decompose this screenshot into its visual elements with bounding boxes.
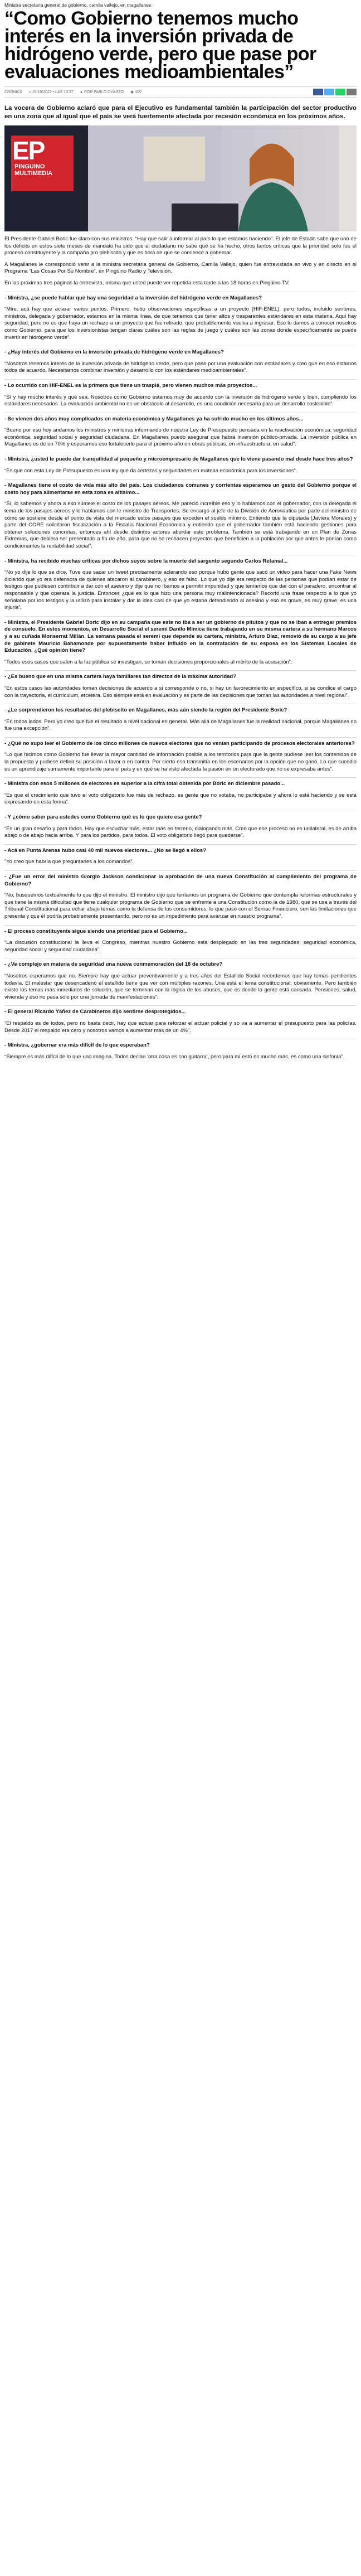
body-paragraph: “Nosotros tenemos interés de la inversión privada de hidrógeno verde, pero que pase por una evaluación con estándares y creo que en eso estamos todos de acuerdo. Necesitamos combinar inversión y desarrollo con los estándares medioambientales”.	[4, 360, 357, 374]
article-date: ▪ 19/10/2022 • LAS 13:37	[29, 90, 74, 94]
interview-question: - Ministra, el Presidente Gabriel Boric dijo en su campaña que este no iba a ser un gobierno de pitutos y que no se iban a entregar premios de consuelo. En estos momentos, en Desarrollo Social el seremi Danilo Mimica tiene trabajando en su misma cartera a su hermano Marcos y a su cuñada Monserrat Millán. La semana pasada el seremi que depende su cartera, ministra, Arturo Díaz, removió de su cargo a su jefe de gabinete Mauricio Bahamonde por supuestamente haber influido en la contratación de su esposa en los Sistemas Locales de Educación. ¿Qué opinión tiene?	[4, 616, 357, 655]
pinguino-multimedia-logo: EP PINGUINO MULTIMEDIA	[12, 136, 53, 177]
share-buttons	[313, 89, 357, 95]
body-paragraph: “Todos esos casos que salen a la luz pública se investigan, se toman decisiones proporcionales al mérito de la acusación”.	[4, 658, 292, 665]
calendar-icon: ▪	[29, 90, 31, 94]
interview-question: - Ministra, ¿gobernar era más difícil de lo que esperaban?	[4, 1039, 357, 1049]
article-lead: La vocera de Gobierno aclaró que para el Ejecutivo es fundamental también la participación del sector productivo en una zona que al igual que el país se verá fuertemente afectada por recesión económica en los próximos años.	[4, 105, 357, 120]
interview-question: - Y ¿cómo saber para ustedes como Gobierno qué es lo que quiere esa gente?	[4, 811, 357, 821]
body-paragraph: “Lo que hicimos como Gobierno fue llevar la mayor cantidad de información posible a los territorios para que la gente pudiese leer los contenidos de la propuesta y pudiese definir su posición a favor o en contra. Por cierto eso transmitía en los escenarios por la opción que no ganó. Lo que sucedió es un aprendizaje sumamente importante para el país y en qué se ha visto afectada la pasión en un electorado que no se expresaba antes”.	[4, 752, 357, 772]
user-icon: ●	[80, 90, 83, 94]
interview-question: - ¿Ve complejo en materia de seguridad una nueva conmemoración del 18 de octubre?	[4, 958, 357, 969]
interview-question: - Ministra, ¿usted le puede dar tranquilidad al pequeño y microempresario de Magallanes que lo viene pasando mal desde hace tres años?	[4, 453, 357, 463]
interview-question: - El general Ricardo Yáñez de Carabineros dijo sentirse desprotegidos...	[4, 1005, 357, 1016]
interview-question: - Ministra con esos 5 millones de electores es superior a la cifra total obtenida por Boric en diciembre pasado...	[4, 777, 357, 788]
email-share-button[interactable]	[347, 89, 357, 95]
whatsapp-share-button[interactable]	[335, 89, 345, 95]
body-paragraph: “Es un gran desafío y para todos. Hay que escuchar más, estar más en terreno, dialogando más. Creo que ese proceso no es unilateral, es de arriba abajo o de abajo hacia arriba. Y para los partidos, para todos. El voto obligatorio llegó para quedarse”.	[4, 825, 357, 839]
eye-icon: ◉	[130, 90, 134, 94]
body-paragraph: “El respaldo es de todos, pero no basta decir, hay que actuar para reforzar el actuar policial y so va a aumentar el presupuesto para las policías. Desde 2017 el respaldo era cero y nosotros vamos a aumentar más de un 4%”.	[4, 1020, 357, 1034]
body-paragraph: “En estos casos las autoridades toman decisiones de acuerdo a si corresponde o no, si hay un favorecimiento en específico, si se condice el cargo con la trayectoria, el currículum, etcétera. Eso siempre está en evaluación y es parte de las decisiones que toman las autoridades a nivel regional”.	[4, 685, 357, 699]
body-paragraph: “Mire, acá hay que aclarar varios puntos. Primero, hubo observaciones específicas a un proyecto (HIF-ENEL), pero todos, incluido senteres, ministros, delegada y gobernador, estamos en la misma línea, de que tenemos que tener altos y trasparentes estándares en esta materia. Aquí hay seguridad, pero no es que haya un rechazo a un proyecto que fue retirado, que probablemente vuelva a ingresar. Eso lo damos a conocer nosotros como Gobierno, para que los inversionistas tengan claras cuáles son las reglas de juego y cuáles son las zonas donde específicamente se puede invertir en hidrógeno verde”.	[4, 306, 357, 341]
body-paragraph: “No, busquemos textualmente lo que dijo el ministro. El ministro dijo que teníamos un programa de Gobierno que contempla reformas estructurales y que tiene la misma dificultad que tiene cualquier programa de Gobierno que se enfrente a una Constitución como la de 1980, que se usa a través del Tribunal Constitucional para echar abajo temas como la defensa de los consumidores, lo que pasó con el Sernac Financiero, son las limitaciones que presenta y que él podría probablemente presentando, pero no es un impedimento para avanzar en nuestro programa”.	[4, 892, 357, 919]
article-body	[4, 236, 357, 1061]
body-paragraph: “Nosotros esperamos que no. Siempre hay que actuar preventivamente y a tres años del Estallido Social recordemos que hay temas pendientes todavía. El malestar que desencadenó el estallido tiene que ver con múltiples razones. Una está el tema constitucional, obviamente. Pero también existe los temas más inmediatos de solución, que se terminan con la lógica de los abusos, que es donde la gente está cansada. Pensiones, salud, vivienda y eso no pasa solo por una jornada de manifestaciones”.	[4, 972, 357, 1000]
interview-question: - Ministra, ha recibido muchas críticas por dichos suyos sobre la muerte del sargento segundo Carlos Retamal...	[4, 555, 357, 565]
body-paragraph: “Bueno por eso hoy andamos los ministros y ministras informando de nuestra Ley de Presupuesto pensada en la reactivación económica: seguridad económica, seguridad social y seguridad ciudadana. En Magallanes puedo asegurar que habrá inversión público-privada. La inversión pública en Magallanes es de un 70% y esperamos eso fortalecerlo para el próximo año en obras públicas, en infraestructura, en salud”.	[4, 427, 357, 448]
photo-caption	[4, 231, 357, 236]
body-paragraph: En las próximas tres páginas la entrevista, misma que usted puede ver repetida esta tarde a las 18 horas en Pingüino TV.	[4, 279, 290, 286]
body-paragraph: “Es que con esta Ley de Presupuesto es una ley que da certezas y seguridades en materia económica para los inversiones”.	[4, 467, 297, 474]
body-paragraph: “Sí, lo sabemos y ahora a eso súmele el costo de los pasajes aéreos. Me pareció increíble eso y lo hablamos con el gobernador, con la delegada el tema de los pasajes aéreos y lo hablamos con le ministro de Transportes. Se encargó al jefe de la División de Aeronáutica por parte del ministro de cómo se sostiene desde el punto de vista del mercado estos pasajes que exceden el sueldo mínimo. Entiendo que la diputada (Javiera Morales) y parte del CORE solicitaron fiscalización a la Fiscalía Nacional Económica y entiendo que el gobernador también está haciendo gestiones para obtener soluciones concretas, entonces ahí desde distintos actores abordar este problema. También se está trabajando en un Plan de Zonas Extremas, que debiera ser presentado a fin de año, para que no se rechacen proyectos que beneficien a la población por que antes le ponían como condicionantes la rentabilidad social”.	[4, 501, 357, 549]
body-paragraph: “No yo dije lo que se dice. Tuve que sacar un tweet precisamente aclarando eso porque hubo gente que sacó un video para hacer una Fake News diciendo que yo era defensora de quienes atacaron al carabinero, y eso es falso. Lo que yo dije era respecto de las personas que podían estar de testigos que pudiesen contribuir a dar con el asesino y dije que no íbamos a permitir impunidad y que teníamos que dar con el paradero, encontrar al responsable y que operara la justicia. Entonces ¿qué es lo que hizo una persona muy malintencionada? Recortó una frase respecto a lo que yo señalaba por los testigos y la utilizó para instalar y dar la idea casi de que yo estaba defendiendo al asesino y eso es grave, es muy grave, es una injuria”.	[4, 569, 357, 611]
body-paragraph: “La discusión constitucional la lleva el Congreso, mientras nuestro Gobierno está desplegado en las tres seguridades: seguridad económica, seguridad social y seguridad ciudadana”.	[4, 940, 357, 953]
interview-question: - ¿Es bueno que en una misma cartera haya familiares tan directos de la máxima autoridad?	[4, 670, 357, 681]
category-tag[interactable]: CRÓNICA	[4, 90, 23, 94]
body-paragraph: “Yo creo que habría que preguntarles a los comandos”.	[4, 859, 134, 865]
body-paragraph: “Siempre es más difícil de lo que uno imagina. Todos declan ‘otra cosa es con guitarra’, pero para mí esto es mucho más, es como una sinfonía”.	[4, 1053, 345, 1060]
interview-question: - Acá en Punta Arenas hubo casi 40 mil nuevos electores... ¿No se llegó a ellos?	[4, 844, 357, 855]
article	[0, 0, 361, 1061]
body-paragraph: “Sí y hay mucho interés y qué sea. Nosotros como Gobierno estamos muy de acuerdo con la inversión de hidrógeno verde y bien, cumpliendo los estándares necesarios. La evaluación ambiental no es un obstáculo al desarrollo, es una condición necesaria para un desarrollo sostenible”.	[4, 394, 357, 408]
article-author[interactable]: ● POR PABLO OYARZO	[80, 90, 124, 94]
interview-question: - El proceso constituyente sigue siendo una prioridad para el Gobierno...	[4, 925, 357, 936]
facebook-share-button[interactable]	[313, 89, 323, 95]
article-kicker: Ministra secretaria general de gobierno, camila vallejo, en magallanes:	[4, 2, 153, 8]
interview-question: - Lo ocurrido con HIF-ENEL es la primera que tiene un traspié, pero vienen muchos más proyectos...	[4, 379, 357, 390]
interview-question: - Magallanes tiene el costo de vida más alto del país. Los ciudadanos comunes y corrientes esperamos un gesto del Gobierno porque el costo hoy para alimentarse en esta zona es altísimo...	[4, 479, 357, 496]
body-paragraph: El Presidente Gabriel Boric fue claro con sus ministros. “Hay que salir a informar al país lo que estamos haciendo”. El jefe de Estado sabe que uno de los déficits en estos siete meses de mandato ha sido que el ciudadano no sabe qué se ha hecho, otros tantos críticas que la prioridad solo fue el proceso constituyente y la campaña pro plebiscito y que es hora de que se comience a gobernar.	[4, 236, 357, 256]
body-paragraph: A Magallanes le correspondió venir a la ministra secretaria general de Gobierno, Camila Vallejo, quien fue entrevistada en vivo y en directo en el Programa “Las Cosas Por Su Nombre”, en Pingüino Radio y Televisión.	[4, 261, 357, 275]
interview-question: - ¿Fue un error del ministro Giorgio Jackson condicionar la aprobación de una nueva Constitución al cumplimiento del programa de Gobierno?	[4, 870, 357, 888]
twitter-share-button[interactable]	[324, 89, 334, 95]
article-title: “Como Gobierno tenemos mucho interés en la inversión privada de hidrógeno verde, pero que pase por evaluaciones medioambientales”	[4, 8, 316, 83]
interview-question: - Se vienen dos años muy complicados en materia económica y Magallanes ya ha sufrido mucho en los últimos años...	[4, 413, 357, 423]
body-paragraph: “En todos lados. Pero yo creo que fue el resultado a nivel nacional en general. Más allá de Magallanes fue la realidad nacional, porque Magallanes no fue una excepción”.	[4, 718, 357, 732]
interview-question: - Ministra, ¿se puede hablar que hay una seguridad a la inversión del hidrógeno verde en Magallanes?	[4, 292, 357, 302]
article-photo	[4, 125, 357, 231]
view-count: ◉ 607	[130, 90, 142, 94]
body-paragraph: “Es que el crecimiento que tuvo el voto obligatorio fue más de rechazo, es gente que no votaba, no participaba y ahora lo está haciendo y se está expresando en esta forma”.	[4, 792, 357, 806]
interview-question: - ¿Hay interés del Gobierno en la inversión privada de hidrógeno verde en Magallanes?	[4, 346, 357, 356]
interview-question: - ¿Le sorprendieron los resultados del plebiscito en Magallanes, más aún siendo la región del Presidente Boric?	[4, 704, 357, 714]
article-meta	[4, 86, 357, 98]
interview-question: - ¿Qué no supo leer el Gobierno de los cinco millones de nuevos electores que no venían participando de procesos electorales anteriores?	[4, 737, 357, 748]
